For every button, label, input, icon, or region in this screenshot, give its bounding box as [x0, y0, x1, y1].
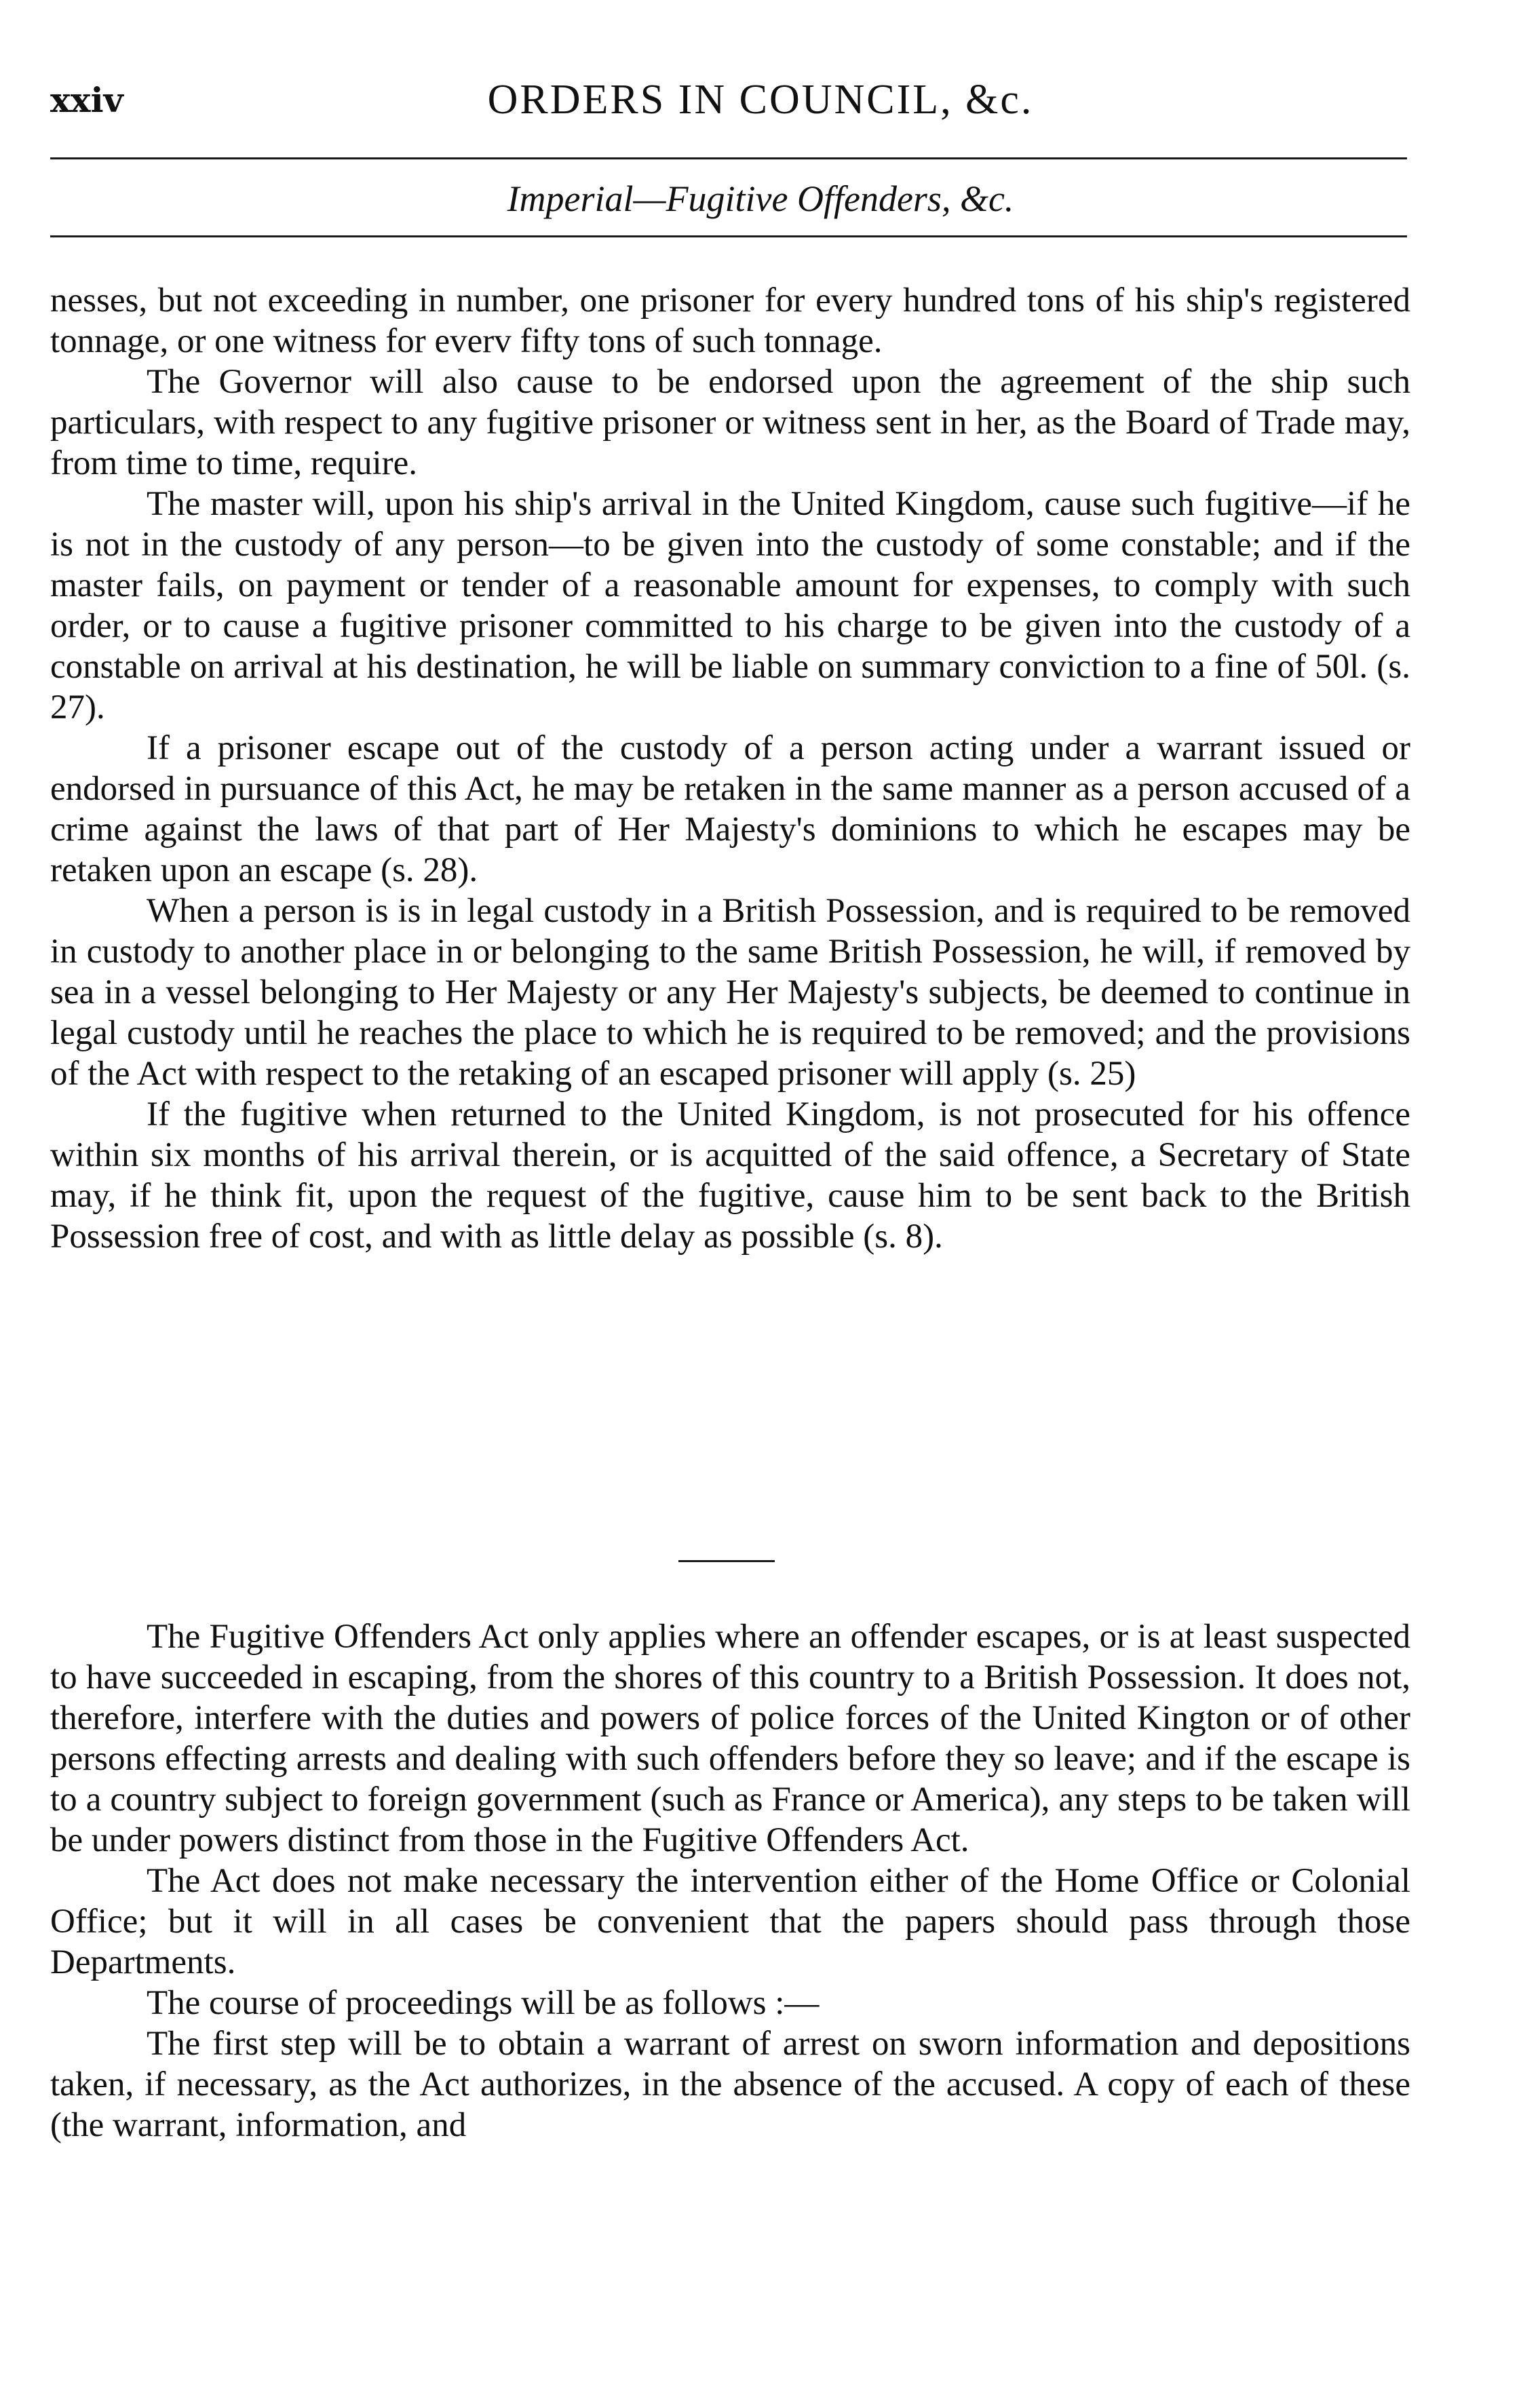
paragraph: The master will, upon his ship's arrival in the United Kingdom, cause such fugitive—if he is not in the custody of any person—to be given into the custody of some constable; and if the master fails, on payment or tender of a reasonable amount for expenses, to comply with such order, or to cause a fugitive prisoner committed to his charge to be given into the custody of a constable on arrival at his destination, he will be liable on summary conviction to a fine of 50l. (s. 27).	[50, 485, 1410, 726]
header-rule-bottom	[50, 235, 1407, 237]
paragraph: The Fugitive Offenders Act only applies where an offender escapes, or is at least suspected to have succeeded in escaping, from the shores of this country to a British Possession. It does not, therefore, interfere with the duties and powers of police forces of the United Kington or of other persons effecting arrests and dealing with such offenders before they so leave; and if the escape is to a country subject to foreign government (such as France or America), any steps to be taken will be under powers distinct from those in the Fugitive Offenders Act.	[50, 1618, 1410, 1859]
paragraph: When a person is is in legal custody in a British Possession, and is required to be removed in custody to another place in or belonging to the same British Possession, he will, if removed by sea in a vessel belonging to Her Majesty or any Her Majesty's subjects, be deemed to continue in legal custody until he reaches the place to which he is required to be removed; and the provisions of the Act with respect to the retaking of an escaped prisoner will apply (s. 25)	[50, 892, 1410, 1093]
paragraph: The first step will be to obtain a warrant of arrest on sworn information and depositions taken, if necessary, as the Act authorizes, in the absence of the accused. A copy of each of these (the warrant, information, and	[50, 2025, 1410, 2144]
paragraph: nesses, but not exceeding in number, one prisoner for every hundred tons of his ship's registered tonnage, or one witness for everv fifty tons of such tonnage.	[50, 281, 1410, 360]
section-divider	[678, 1560, 775, 1562]
text-section-1	[50, 280, 1410, 1257]
paragraph: The Governor will also cause to be endorsed upon the agreement of the ship such particulars, with respect to any fugitive prisoner or witness sent in her, as the Board of Trade may, from time to time, require.	[50, 363, 1410, 482]
page-header	[0, 0, 1521, 136]
header-rule-top	[50, 157, 1407, 159]
paragraph: If the fugitive when returned to the United Kingdom, is not prosecuted for his offence within six months of his arrival therein, or is acquitted of the said offence, a Secretary of State may, if he think fit, upon the request of the fugitive, cause him to be sent back to the British Possession free of cost, and with as little delay as possible (s. 8).	[50, 1095, 1410, 1256]
paragraph: If a prisoner escape out of the custody of a person acting under a warrant issued or endorsed in pursuance of this Act, he may be retaken in the same manner as a person accused of a crime against the laws of that part of Her Majesty's dominions to which he escapes may be retaken upon an escape (s. 28).	[50, 729, 1410, 889]
text-section-2	[50, 1616, 1410, 2145]
running-title: ORDERS IN COUNCIL, &c.	[487, 77, 1034, 123]
paragraph: The Act does not make necessary the intervention either of the Home Office or Colonial Office; but it will in all cases be convenient that the papers should pass through those Departments.	[50, 1862, 1410, 1981]
page-number: xxiv	[50, 80, 123, 120]
section-subtitle: Imperial—Fugitive Offenders, &c.	[507, 178, 1014, 219]
paragraph: The course of proceedings will be as follows :—	[147, 1984, 820, 2022]
